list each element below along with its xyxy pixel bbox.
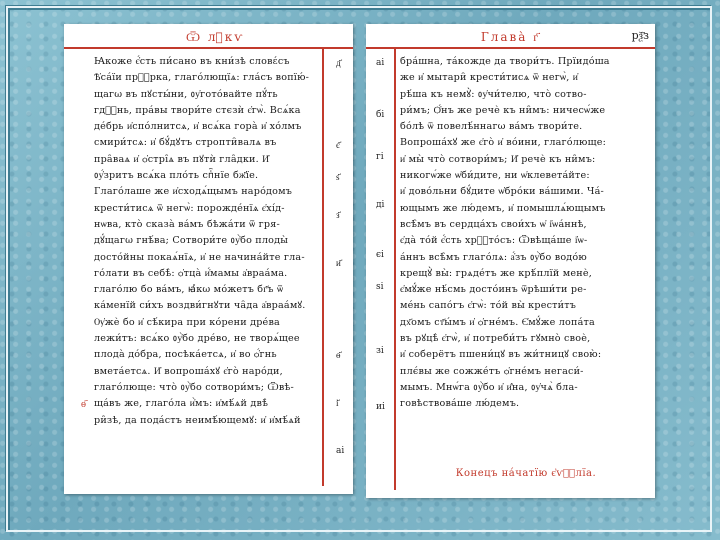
text-line: ка́менїй си́хъ воздви́гнꙋти ча̑да а҆враа́мꙋ.: [94, 300, 306, 312]
zachalo-marker: ѳ҃: [81, 399, 86, 410]
verse-marker: ді: [376, 200, 385, 210]
text-line: плє́вы же сожже́тъ ѻ҆гне́мъ негаси́-: [400, 365, 584, 377]
text-line: щагω въ пꙋсты́ни, ᲂу҆гото́вайте пꙋ́ть: [94, 88, 278, 100]
text-line: ри̑зѣ, да пода́стъ неимѣ́ющемꙋ: и҆ и҆мѣ́ѧй: [94, 414, 301, 426]
text-line: глаго́лю бо ва́мъ, ꙗ҆́кω мо́жетъ бг҃ъ ѿ: [94, 284, 284, 296]
text-line: ри́мъ; Ѻ҆́нъ же речѐ къ ни̑мъ: ничесѡ́же: [400, 104, 606, 116]
verse-marker: і҃: [336, 399, 339, 409]
text-line: го́лати въ себѣ̀: ѻ҆тца̀ и҆́мамы а҆враа́ма.: [94, 267, 288, 279]
left-page-title: Ѿ лⷨкѵ: [186, 30, 245, 44]
right-page-text: [400, 54, 652, 413]
text-line: пра̑ваѧ и҆ ѻ҆стрі̑ѧ въ пꙋтѝ гла̑дки. И҆: [94, 153, 270, 165]
verse-marker: є҃: [336, 141, 340, 151]
text-line: Ѹ҆жѐ бо и҆ сѣ́кира при ко́рени дре́ва: [94, 316, 280, 328]
left-page: [64, 24, 353, 494]
text-line: Глаго́лаше же и҆сходѧ́щымъ наро́домъ: [94, 186, 293, 198]
text-line: досто́йны покаѧ́нїѧ, и҆ не начина́йте гла-: [94, 251, 305, 263]
page-number: рѯ҃з: [631, 29, 649, 42]
text-line: ме́нь сапо́гъ є҆гѡ̀: то́й вы̀ крести́тъ: [400, 300, 577, 312]
text-line: и҆ мы̀ что̀ сотвори́мъ; И҆ речѐ къ ни̑мъ:: [400, 153, 596, 165]
text-line: а́ннъ всѣ̑мъ глаго́лѧ: а҆́зъ ᲂу҆̀бо водо́ю: [400, 251, 587, 263]
verse-marker: иі: [376, 402, 385, 412]
verse-marker: д҃: [336, 59, 341, 69]
verse-marker: єі: [376, 250, 384, 260]
text-line: и҆ соберётъ пшени́цꙋ въ жи́тницꙋ свою̀:: [400, 349, 602, 361]
right-page-header: [366, 29, 655, 49]
text-line: ᲂу҆́зритъ всѧ́ка пло́ть спⷭ҇нїе бж҃їе.: [94, 170, 259, 182]
verse-marker: ѳ҃: [336, 351, 341, 361]
text-line: ющымъ же лю́демъ, и҆ помышлѧ́ющымъ: [400, 202, 606, 214]
text-line: крести́тисѧ ѿ негѡ̀: порожде́нїѧ є҆хі́д-: [94, 202, 285, 214]
right-page: [366, 24, 655, 498]
text-line: Ꙗкоже є҆́сть пи́сано въ кни́зѣ словέсъ: [94, 56, 290, 67]
text-line: дх҃омъ ст҃ы́мъ и҆ ѻ҆гне́мъ. Є҆мꙋ́же лопа́та: [400, 316, 595, 328]
text-line: рѣ́ша къ немꙋ̀: ᲂу҆чи́телю, что̀ сотво-: [400, 88, 587, 100]
text-line: крещꙋ̀ вы̀: грѧде́тъ же крѣ́плїй менѐ,: [400, 267, 593, 279]
text-line: є҆мꙋ́же нѣ́смь досто́инъ ѿрѣши́ти ре-: [400, 284, 587, 296]
text-line: вмета́етсѧ. И҆ вопроша́хꙋ є҆го̀ наро́ди,: [94, 365, 283, 377]
verse-marker: ѕ҃: [336, 173, 340, 183]
verse-marker: аі: [376, 58, 385, 68]
text-line: всѣ̑мъ въ сердца́хъ свои́хъ ѡ҆ і҆ѡа́ннѣ,: [400, 218, 587, 230]
text-line: є҆да̀ то́й є҆́сть хрⷭ҇то́съ: Ѿвѣща́ше і҆ѡ-: [400, 235, 588, 247]
text-line: глаго́люще: что̀ ᲂу҆̀бо сотвори́мъ; Ѿвѣ-: [94, 381, 294, 393]
text-line: де́брь и҆спо́лнитсѧ, и҆ всѧ́ка гора̀ и҆ хо́лмъ: [94, 121, 302, 133]
text-line: бо́лѣ ѿ повелѣ́ннагω ва́мъ твори́те.: [400, 121, 583, 133]
text-line: нѡва, кто̀ сказа̀ ва́мъ бѣжа́ти ѿ гря-: [94, 218, 280, 230]
text-line: дꙋ́щагω гнѣ́ва; Сотвори́те ᲂу҆̀бо плоды̀: [94, 235, 289, 247]
verse-marker: аі: [336, 446, 345, 456]
left-page-header: [64, 29, 353, 49]
text-line: въ рꙋцѣ̀ є҆гѡ̀, и҆ потреби́тъ гꙋмно̀ своѐ,: [400, 333, 591, 345]
right-page-title: Глава̀ г҃: [480, 30, 541, 44]
text-line: Ѣ҆са́їи прⷪ҇рка, глаго́лющїѧ: гла́съ вопїю́-: [94, 72, 310, 84]
text-line: говѣствова́ше лю́демъ.: [400, 398, 520, 410]
verse-marker: бі: [376, 110, 385, 120]
text-line: бра́шна, та́кожде да твори́тъ. Прїидо́ша: [400, 56, 610, 67]
text-line: лежи́тъ: всѧ́ко ᲂу҆̀бо дре́во, не творѧ́щее: [94, 333, 300, 345]
text-line: и҆ дово́льни бꙋ́дите ѡ҆бро́ки ва́шими. Ча́-: [400, 186, 604, 198]
text-line: же и҆ мытари̑ крести́тисѧ ѿ негѡ̀, и҆: [400, 72, 579, 84]
verse-marker: гі: [376, 152, 384, 162]
verse-marker: зі: [376, 346, 384, 356]
verse-marker: з҃: [336, 211, 340, 221]
text-line: смири́тсѧ: и҆ бꙋ́дꙋтъ стропти̑валѧ въ: [94, 137, 277, 149]
text-line: Вопроша́хꙋ же є҆го̀ и҆ во́ини, глаго́люще:: [400, 137, 607, 149]
text-line: никогѡ́же ѡ҆би́дите, ни ѡ҆клевета́йте:: [400, 170, 590, 182]
text-line: гдⷭ҇нь, пра́вы твори́те стєзѝ є҆гѡ̀. Всѧ́ка: [94, 104, 301, 116]
verse-marker: и҃: [336, 259, 341, 269]
text-line: плода̀ до́бра, посѣка́етсѧ, и҆ во ѻ҆́гнь: [94, 349, 277, 361]
left-page-text: [94, 54, 322, 429]
text-line: ща́въ же, глаго́ла и҆̀мъ: и҆мѣ́ѧй двѣ̀: [94, 398, 269, 410]
closing-rubric: Конецъ на́чатїю є҆ѵⷢ҇лїа.: [455, 468, 597, 479]
right-margin-rule: [394, 49, 396, 490]
left-margin-rule: [322, 49, 324, 486]
text-line: мымъ. Мнѡ́га ᲂу҆̀бо и҆ и҆̑на, ᲂу҆чѧ̀ бла-: [400, 381, 578, 393]
verse-marker: ѕі: [376, 282, 384, 292]
